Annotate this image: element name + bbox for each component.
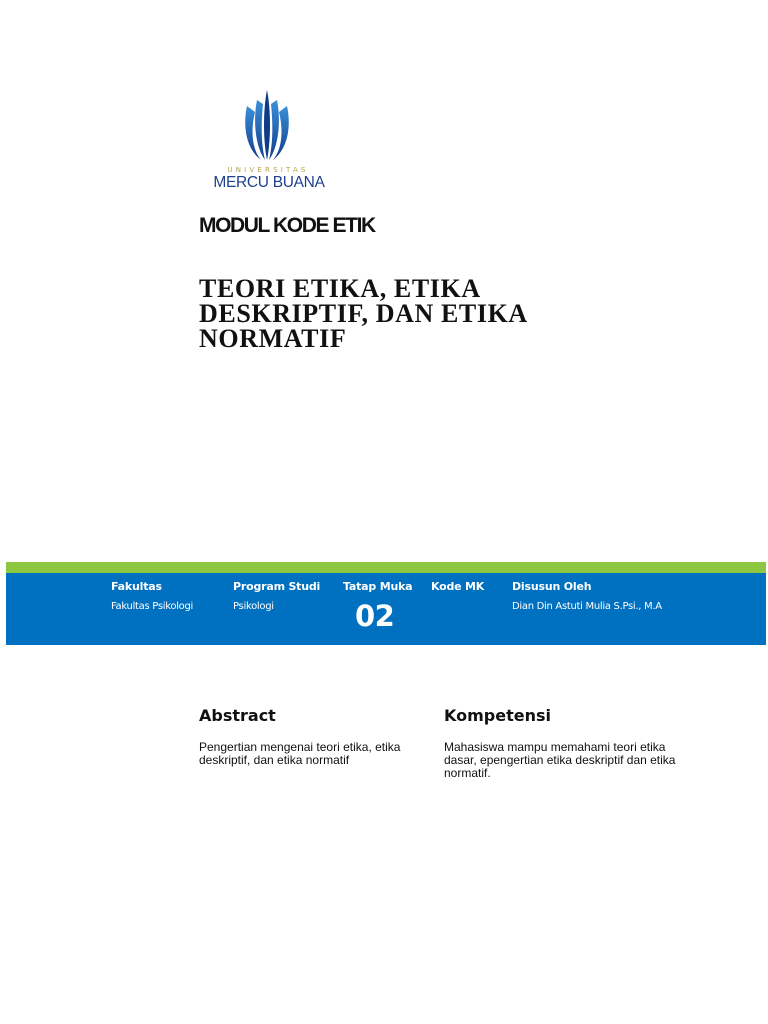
- abstract-body: Pengertian mengenai teori etika, etika deskriptif, dan etika normatif: [199, 740, 401, 767]
- fakultas-value: Fakultas Psikologi: [111, 601, 194, 612]
- mercu-buana-emblem-icon: [243, 90, 291, 162]
- accent-bar: [6, 562, 766, 573]
- program-studi-value: Psikologi: [233, 601, 274, 612]
- tatap-muka-label: Tatap Muka: [343, 580, 413, 593]
- abstract-heading: Abstract: [199, 706, 276, 725]
- fakultas-label: Fakultas: [111, 580, 162, 593]
- program-studi-label: Program Studi: [233, 580, 321, 593]
- logo-university-caption: UNIVERSITAS: [227, 166, 309, 174]
- modul-title: MODUL KODE ETIK: [199, 214, 375, 237]
- kompetensi-heading: Kompetensi: [444, 706, 551, 725]
- kode-mk-label: Kode MK: [431, 580, 485, 593]
- disusun-oleh-value: Dian Din Astuti Mulia S.Psi., M.A: [512, 601, 662, 612]
- disusun-oleh-label: Disusun Oleh: [512, 580, 592, 593]
- tatap-muka-value: 02: [355, 599, 395, 633]
- logo-university-name: MERCU BUANA: [213, 174, 325, 191]
- main-title: TEORI ETIKA, ETIKA DESKRIPTIF, DAN ETIKA NORMATIF: [199, 274, 527, 353]
- kompetensi-body: Mahasiswa mampu memahami teori etika dasar, epengertian etika deskriptif dan etika normatif.: [444, 740, 676, 780]
- university-logo: [198, 88, 336, 196]
